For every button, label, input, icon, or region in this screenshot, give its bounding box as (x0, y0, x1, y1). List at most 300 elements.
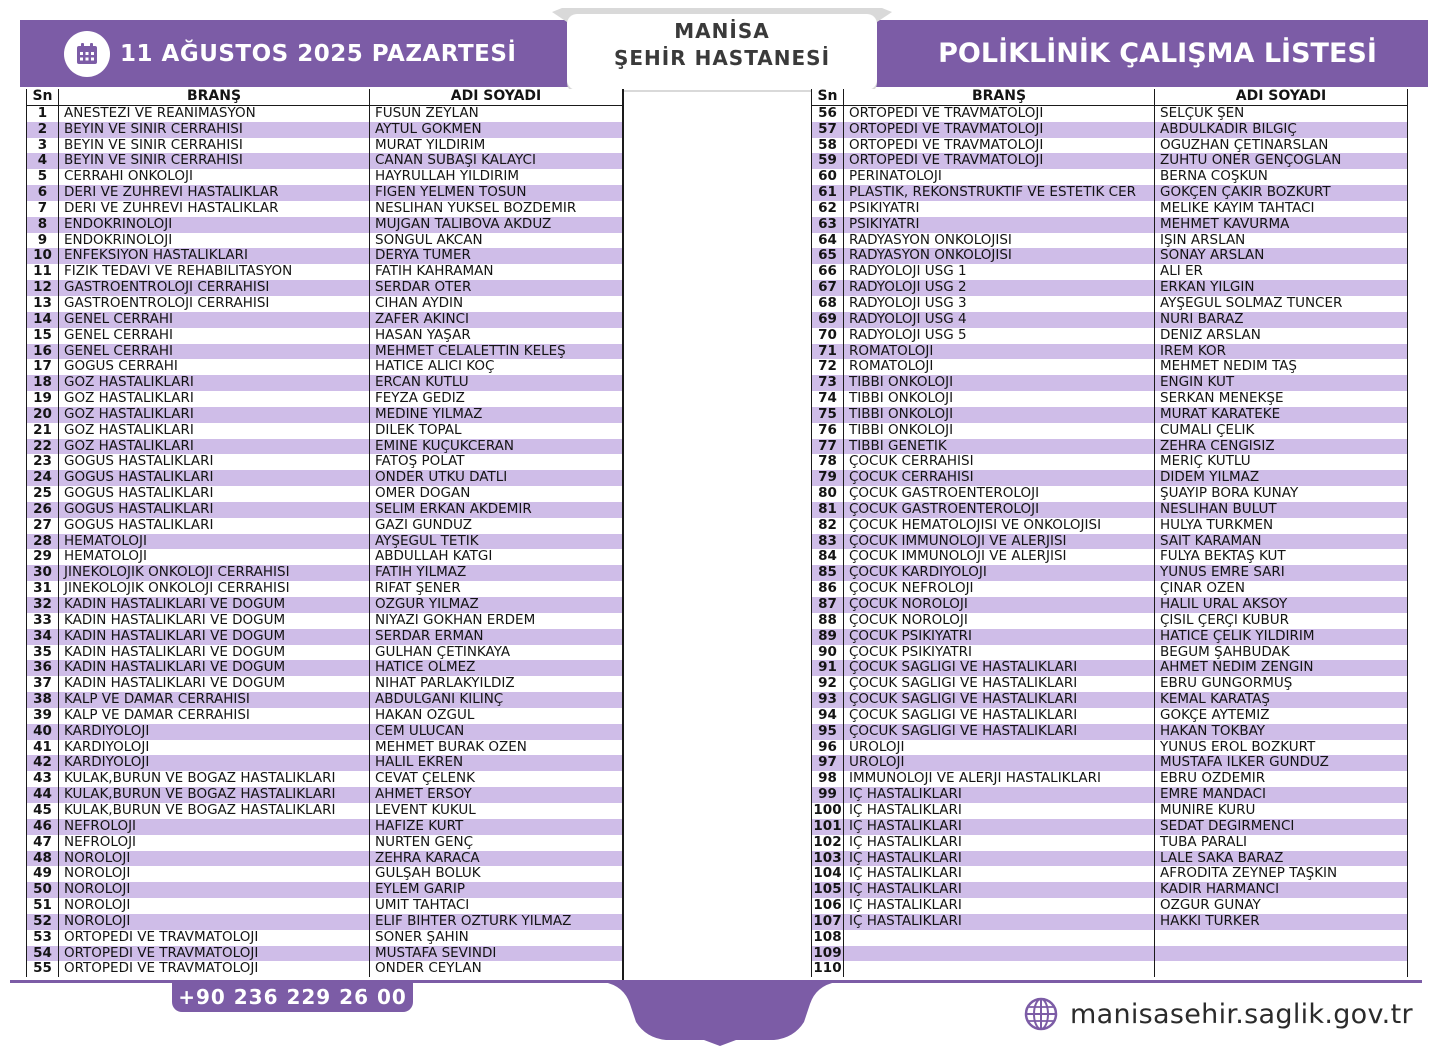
doctor-name-cell: ÖZGÜR YILMAZ (370, 597, 623, 613)
doctor-name-cell: EBRU ÖZDEMİR (1155, 771, 1408, 787)
row-number: 72 (812, 359, 844, 375)
doctor-name-cell: SELİM ERKAN AKDEMİR (370, 502, 623, 518)
table-row (812, 724, 1408, 740)
branch-cell: TIBBİ ONKOLOJİ (844, 423, 1155, 439)
table-row (27, 914, 623, 930)
row-number: 4 (27, 153, 59, 169)
row-number: 77 (812, 439, 844, 455)
table-row (812, 534, 1408, 550)
row-number: 108 (813, 929, 842, 945)
table-row (27, 375, 623, 391)
doctor-name-cell: SAİT KARAMAN (1155, 534, 1408, 550)
branch-cell: ANESTEZİ VE REANİMASYON (59, 105, 370, 121)
table-row (27, 866, 623, 882)
row-number: 13 (27, 296, 59, 312)
branch-cell: GÖĞÜS HASTALIKLARI (59, 486, 370, 502)
branch-cell: ÇOCUK PSİKİYATRİ (844, 629, 1155, 645)
table-row (812, 581, 1408, 597)
doctor-name-cell: BERNA COŞKUN (1155, 169, 1408, 185)
row-number: 60 (812, 169, 844, 185)
row-number: 99 (812, 787, 844, 803)
row-number: 107 (813, 913, 842, 929)
table-row (27, 771, 623, 787)
row-number: 84 (812, 549, 844, 565)
table-row (812, 502, 1408, 518)
calendar-icon (64, 31, 110, 77)
row-number: 70 (812, 328, 844, 344)
table-row (27, 454, 623, 470)
branch-cell: GÖĞÜS HASTALIKLARI (59, 518, 370, 534)
row-number: 44 (27, 787, 59, 803)
row-number: 58 (812, 138, 844, 154)
row-number: 86 (812, 581, 844, 597)
branch-cell: ORTOPEDİ VE TRAVMATOLOJİ (844, 153, 1155, 169)
branch-cell: DERİ VE ZÜHREVİ HASTALIKLAR (59, 201, 370, 217)
doctor-name-cell: ZEHRA CENGİSİZ (1155, 439, 1408, 455)
row-number: 29 (27, 549, 59, 565)
table-row (27, 122, 623, 138)
header-date: 11 AĞUSTOS 2025 PAZARTESİ (120, 40, 517, 67)
row-number: 9 (27, 233, 59, 249)
branch-cell: İÇ HASTALIKLARI (844, 898, 1155, 914)
branch-cell: KADIN HASTALIKLARI VE DOĞUM (59, 645, 370, 661)
table-row (27, 518, 623, 534)
branch-cell: TIBBİ ONKOLOJİ (844, 391, 1155, 407)
row-number: 93 (812, 692, 844, 708)
table-row (27, 486, 623, 502)
row-number: 27 (27, 518, 59, 534)
row-number: 52 (27, 914, 59, 930)
doctor-name-cell: FATİH YILMAZ (370, 565, 623, 581)
table-row (812, 359, 1408, 375)
table-row (27, 217, 623, 233)
doctor-name-cell: ENGİN KUT (1155, 375, 1408, 391)
branch-cell: NÖROLOJİ (59, 851, 370, 867)
table-row (27, 201, 623, 217)
doctor-name-cell: KEMAL KARATAŞ (1155, 692, 1408, 708)
table-row (812, 264, 1408, 280)
row-number: 88 (812, 613, 844, 629)
branch-cell: KALP VE DAMAR CERRAHİSİ (59, 692, 370, 708)
doctor-name-cell: ZÜHTÜ ÖNER GENÇOĞLAN (1155, 153, 1408, 169)
branch-cell: KULAK,BURUN VE BOĞAZ HASTALIKLARI (59, 787, 370, 803)
table-row (27, 502, 623, 518)
row-number: 106 (813, 898, 842, 914)
row-number: 63 (812, 217, 844, 233)
doctor-name-cell: ÖZGÜR GÜNAY (1155, 898, 1408, 914)
branch-cell: NÖROLOJİ (59, 898, 370, 914)
row-number: 71 (812, 344, 844, 360)
table-row (27, 153, 623, 169)
doctor-name-cell: MEDİNE YILMAZ (370, 407, 623, 423)
table-row (812, 740, 1408, 756)
table-row (812, 217, 1408, 233)
branch-cell: NÖROLOJİ (59, 866, 370, 882)
doctor-name-cell: MELİKE KAYIM TAHTACI (1155, 201, 1408, 217)
table-row (27, 898, 623, 914)
branch-cell: GENEL CERRAHİ (59, 328, 370, 344)
row-number: 83 (812, 534, 844, 550)
row-number: 73 (812, 375, 844, 391)
doctor-name-cell: ABDULLAH KATGI (370, 549, 623, 565)
branch-cell: GASTROENTROLOJİ CERRAHİSİ (59, 296, 370, 312)
doctor-name-cell: ZEHRA KARACA (370, 851, 623, 867)
row-number: 34 (27, 629, 59, 645)
branch-cell: BEYİN VE SİNİR CERRAHİSİ (59, 122, 370, 138)
doctor-name-cell: SEDAT DEĞİRMENCİ (1155, 819, 1408, 835)
branch-cell (844, 946, 1155, 962)
branch-cell: ORTOPEDİ VE TRAVMATOLOJİ (844, 122, 1155, 138)
branch-cell: ÇOCUK CERRAHİSİ (844, 454, 1155, 470)
doctor-name-cell: ZAFER AKINCI (370, 312, 623, 328)
globe-icon (1024, 997, 1058, 1031)
branch-cell (844, 930, 1155, 946)
table-row (812, 549, 1408, 565)
hospital-name-line2: ŞEHİR HASTANESİ (613, 46, 831, 70)
row-number: 46 (27, 819, 59, 835)
table-row (812, 645, 1408, 661)
row-number: 21 (27, 423, 59, 439)
column-header-name: ADI SOYADI (370, 89, 623, 105)
row-number: 95 (812, 724, 844, 740)
doctor-name-cell: ÇINAR ÖZEN (1155, 581, 1408, 597)
branch-cell: DERİ VE ZÜHREVİ HASTALIKLAR (59, 185, 370, 201)
row-number: 19 (27, 391, 59, 407)
page-title: POLİKLİNİK ÇALIŞMA LİSTESİ (938, 38, 1377, 69)
branch-cell: KADIN HASTALIKLARI VE DOĞUM (59, 676, 370, 692)
doctor-name-cell: NESLİHAN BULUT (1155, 502, 1408, 518)
table-row (27, 312, 623, 328)
doctor-name-cell: ABDÜLKADİR BİLGİÇ (1155, 122, 1408, 138)
row-number: 42 (27, 755, 59, 771)
table-row (812, 153, 1408, 169)
table-row (27, 565, 623, 581)
row-number: 59 (812, 153, 844, 169)
table-row (812, 930, 1408, 946)
branch-cell: ÇOCUK SAĞLIĞI VE HASTALIKLARI (844, 724, 1155, 740)
doctor-name-cell: HAKAN TOKBAY (1155, 724, 1408, 740)
row-number: 23 (27, 454, 59, 470)
doctor-name-cell: MEHMET KAVURMA (1155, 217, 1408, 233)
doctor-name-cell: HATİCE ÇELİK YILDIRIM (1155, 629, 1408, 645)
branch-cell: ÇOCUK SAĞLIĞI VE HASTALIKLARI (844, 708, 1155, 724)
clinic-table-right (811, 89, 1408, 977)
column-header-sn: Sn (812, 89, 844, 105)
branch-cell: İÇ HASTALIKLARI (844, 882, 1155, 898)
branch-cell: GÖZ HASTALIKLARI (59, 423, 370, 439)
doctor-name-cell: GAZİ GÜNDÜZ (370, 518, 623, 534)
branch-cell: GÖĞÜS HASTALIKLARI (59, 454, 370, 470)
website-url[interactable]: manisasehir.saglik.gov.tr (1070, 998, 1413, 1030)
table-row (27, 185, 623, 201)
branch-cell: NÖROLOJİ (59, 914, 370, 930)
branch-cell: GÖZ HASTALIKLARI (59, 407, 370, 423)
table-row (812, 835, 1408, 851)
table-row (27, 407, 623, 423)
doctor-name-cell: HAFİZE KURT (370, 819, 623, 835)
branch-cell: İÇ HASTALIKLARI (844, 851, 1155, 867)
branch-cell: ÇOCUK NÖROLOJİ (844, 597, 1155, 613)
doctor-name-cell: ELİF BİHTER ÖZTÜRK YILMAZ (370, 914, 623, 930)
branch-cell: GÖZ HASTALIKLARI (59, 375, 370, 391)
doctor-name-cell: MÜJGAN TALIBOVA AKDÜZ (370, 217, 623, 233)
table-row (27, 105, 623, 121)
row-number: 41 (27, 740, 59, 756)
row-number: 82 (812, 518, 844, 534)
branch-cell: GENEL CERRAHİ (59, 344, 370, 360)
doctor-name-cell: GÜLHAN ÇETİNKAYA (370, 645, 623, 661)
row-number: 45 (27, 803, 59, 819)
doctor-name-cell: SONGÜL AKCAN (370, 233, 623, 249)
table-row (27, 708, 623, 724)
branch-cell: ÇOCUK SAĞLIĞI VE HASTALIKLARI (844, 676, 1155, 692)
hospital-name-line1: MANİSA (674, 19, 770, 43)
branch-cell: İÇ HASTALIKLARI (844, 803, 1155, 819)
table-row (812, 882, 1408, 898)
branch-cell: İÇ HASTALIKLARI (844, 866, 1155, 882)
table-row (812, 296, 1408, 312)
branch-cell: İÇ HASTALIKLARI (844, 787, 1155, 803)
branch-cell: RADYASYON ONKOLOJİSİ (844, 233, 1155, 249)
row-number: 53 (27, 930, 59, 946)
doctor-name-cell: SONAY ARSLAN (1155, 248, 1408, 264)
table-row (27, 439, 623, 455)
doctor-name-cell: AHMET NEDİM ZENGİN (1155, 660, 1408, 676)
row-number: 94 (812, 708, 844, 724)
table-row (27, 549, 623, 565)
table-row (27, 359, 623, 375)
doctor-name-cell: TUBA PARALI (1155, 835, 1408, 851)
branch-cell: ORTOPEDİ VE TRAVMATOLOJİ (59, 961, 370, 977)
doctor-name-cell: ERCAN KUTLU (370, 375, 623, 391)
row-number: 7 (27, 201, 59, 217)
row-number: 101 (813, 818, 842, 834)
doctor-name-cell: EBRU GÜNGÖRMÜŞ (1155, 676, 1408, 692)
branch-cell: ORTOPEDİ VE TRAVMATOLOJİ (59, 946, 370, 962)
row-number: 48 (27, 851, 59, 867)
table-row (812, 866, 1408, 882)
table-row (27, 835, 623, 851)
table-row (812, 105, 1408, 121)
doctor-name-cell: MEHMET CELALETTİN KELEŞ (370, 344, 623, 360)
row-number: 24 (27, 470, 59, 486)
row-number: 97 (812, 755, 844, 771)
doctor-name-cell: AHMET ERSOY (370, 787, 623, 803)
branch-cell: PSİKİYATRİ (844, 201, 1155, 217)
doctor-name-cell: SERKAN MENEKŞE (1155, 391, 1408, 407)
branch-cell: ÇOCUK CERRAHİSİ (844, 470, 1155, 486)
branch-cell: TIBBİ ONKOLOJİ (844, 407, 1155, 423)
branch-cell (844, 961, 1155, 977)
table-row (812, 486, 1408, 502)
doctor-name-cell: MUSTAFA SEVİNDİ (370, 946, 623, 962)
row-number: 80 (812, 486, 844, 502)
table-row (812, 613, 1408, 629)
branch-cell: KADIN HASTALIKLARI VE DOĞUM (59, 613, 370, 629)
doctor-name-cell: LALE SAKA BARAZ (1155, 851, 1408, 867)
doctor-name-cell: ÖNDER CEYLAN (370, 961, 623, 977)
branch-cell: KARDİYOLOJİ (59, 724, 370, 740)
doctor-name-cell: HALİL EKREN (370, 755, 623, 771)
doctor-name-cell: SELÇUK ŞEN (1155, 105, 1408, 121)
doctor-name-cell: NİHAT PARLAKYILDIZ (370, 676, 623, 692)
doctor-name-cell: NURİ BARAZ (1155, 312, 1408, 328)
branch-cell: KULAK,BURUN VE BOĞAZ HASTALIKLARI (59, 771, 370, 787)
branch-cell: KARDİYOLOJİ (59, 755, 370, 771)
table-row (812, 391, 1408, 407)
doctor-name-cell: İREM KOR (1155, 344, 1408, 360)
row-number: 14 (27, 312, 59, 328)
row-number: 104 (813, 866, 842, 882)
table-row (27, 344, 623, 360)
clinic-table-left (26, 89, 623, 977)
branch-cell: TIBBİ GENETİK (844, 439, 1155, 455)
hospital-name (552, 18, 892, 72)
table-row (27, 264, 623, 280)
row-number: 67 (812, 280, 844, 296)
doctor-name-cell: CANAN SUBAŞI KALAYCI (370, 153, 623, 169)
row-number: 89 (812, 629, 844, 645)
branch-cell: ROMATOLOJİ (844, 359, 1155, 375)
doctor-name-cell: HAYRULLAH YILDIRIM (370, 169, 623, 185)
doctor-name-cell: ÖNDER UTKU DATLI (370, 470, 623, 486)
table-row (812, 692, 1408, 708)
table-row (812, 819, 1408, 835)
branch-cell: ÇOCUK İMMUNOLOJİ VE ALERJİSİ (844, 549, 1155, 565)
table-row (27, 138, 623, 154)
doctor-name-cell: AYTÜL GÖKMEN (370, 122, 623, 138)
branch-cell: GÖZ HASTALIKLARI (59, 439, 370, 455)
table-row (812, 169, 1408, 185)
doctor-name-cell: MEHMET BURAK ÖZEN (370, 740, 623, 756)
branch-cell: RADYOLOJİ USG 2 (844, 280, 1155, 296)
doctor-name-cell: IŞIN ARSLAN (1155, 233, 1408, 249)
table-row (27, 169, 623, 185)
table-row (812, 423, 1408, 439)
branch-cell: JİNEKOLOJİK ONKOLOJİ CERRAHISI (59, 565, 370, 581)
table-row (812, 185, 1408, 201)
table-row (812, 629, 1408, 645)
doctor-name-cell: GÜLŞAH BÖLÜK (370, 866, 623, 882)
row-number: 33 (27, 613, 59, 629)
doctor-name-cell: DENİZ ARSLAN (1155, 328, 1408, 344)
row-number: 37 (27, 676, 59, 692)
table-row (27, 882, 623, 898)
branch-cell: ÇOCUK SAĞLIĞI VE HASTALIKLARI (844, 660, 1155, 676)
table-row (812, 565, 1408, 581)
doctor-name-cell: ÖMER DOĞAN (370, 486, 623, 502)
table-row (27, 819, 623, 835)
branch-cell: ÇOCUK HEMATOLOJİSİ VE ONKOLOJİSİ (844, 518, 1155, 534)
doctor-name-cell: HÜLYA TÜRKMEN (1155, 518, 1408, 534)
row-number: 55 (27, 961, 59, 977)
doctor-name-cell: FEYZA GEDİZ (370, 391, 623, 407)
table-row (27, 676, 623, 692)
branch-cell: RADYOLOJİ USG 4 (844, 312, 1155, 328)
row-number: 66 (812, 264, 844, 280)
doctor-name-cell: EMİNE KÜÇÜKCERAN (370, 439, 623, 455)
doctor-name-cell: AFRODİTA ZEYNEP TAŞKIN (1155, 866, 1408, 882)
branch-cell: RADYASYON ONKOLOJİSİ (844, 248, 1155, 264)
row-number: 79 (812, 470, 844, 486)
doctor-name-cell: ALİ ER (1155, 264, 1408, 280)
doctor-name-cell: RIFAT ŞENER (370, 581, 623, 597)
branch-cell: ÇOCUK NÖROLOJİ (844, 613, 1155, 629)
branch-cell: ÇOCUK NEFROLOJİ (844, 581, 1155, 597)
table-row (27, 755, 623, 771)
table-row (812, 454, 1408, 470)
phone-number[interactable]: +90 236 229 26 00 (172, 983, 413, 1012)
doctor-name-cell: FATOŞ POLAT (370, 454, 623, 470)
row-number: 17 (27, 359, 59, 375)
table-header-row (27, 89, 623, 105)
doctor-name-cell: HASAN YAŞAR (370, 328, 623, 344)
row-number: 2 (27, 122, 59, 138)
doctor-name-cell: EMRE MANDACI (1155, 787, 1408, 803)
table-row (812, 787, 1408, 803)
table-row (812, 914, 1408, 930)
table-row (27, 692, 623, 708)
branch-cell: NEFROLOJİ (59, 819, 370, 835)
table-row (812, 375, 1408, 391)
row-number: 43 (27, 771, 59, 787)
doctor-name-cell: HALİL URAL AKSOY (1155, 597, 1408, 613)
column-header-sn: Sn (27, 89, 59, 105)
table-row (27, 391, 623, 407)
doctor-name-cell: AYŞEGÜL TETİK (370, 534, 623, 550)
doctor-name-cell: HATİCE ÖLMEZ (370, 660, 623, 676)
branch-cell: TIBBİ ONKOLOJİ (844, 375, 1155, 391)
table-row (27, 581, 623, 597)
branch-cell: İMMÜNOLOJİ VE ALERJİ HASTALIKLARI (844, 771, 1155, 787)
branch-cell: GASTROENTROLOJİ CERRAHİSİ (59, 280, 370, 296)
row-number: 3 (27, 138, 59, 154)
doctor-name-cell: DİLEK TOPAL (370, 423, 623, 439)
row-number: 87 (812, 597, 844, 613)
branch-cell: KADIN HASTALIKLARI VE DOĞUM (59, 597, 370, 613)
website-block[interactable] (1024, 996, 1413, 1032)
row-number: 109 (813, 945, 842, 961)
row-number: 8 (27, 217, 59, 233)
table-row (812, 771, 1408, 787)
branch-cell: ÇOCUK PSİKİYATRİ (844, 645, 1155, 661)
doctor-name-cell: MURAT YILDIRIM (370, 138, 623, 154)
branch-cell: ENDOKRİNOLOJİ (59, 233, 370, 249)
doctor-name-cell: GÖKÇEN ÇAKIR BOZKURT (1155, 185, 1408, 201)
row-number: 11 (27, 264, 59, 280)
row-number: 50 (27, 882, 59, 898)
table-row (27, 645, 623, 661)
table-row (812, 280, 1408, 296)
row-number: 75 (812, 407, 844, 423)
branch-cell: KALP VE DAMAR CERRAHİSİ (59, 708, 370, 724)
row-number: 74 (812, 391, 844, 407)
branch-cell: CERRAHİ ONKOLOJİ (59, 169, 370, 185)
branch-cell: RADYOLOJİ USG 5 (844, 328, 1155, 344)
table-row (27, 851, 623, 867)
table-row (812, 851, 1408, 867)
table-row (27, 629, 623, 645)
branch-cell: ÜROLOJİ (844, 740, 1155, 756)
row-number: 69 (812, 312, 844, 328)
row-number: 51 (27, 898, 59, 914)
table-row (27, 597, 623, 613)
doctor-name-cell: MÜNİRE KURU (1155, 803, 1408, 819)
doctor-name-cell: SERDAR ÖTER (370, 280, 623, 296)
doctor-name-cell: OĞUZHAN ÇETİNARSLAN (1155, 138, 1408, 154)
table-row (812, 233, 1408, 249)
table-row (812, 344, 1408, 360)
